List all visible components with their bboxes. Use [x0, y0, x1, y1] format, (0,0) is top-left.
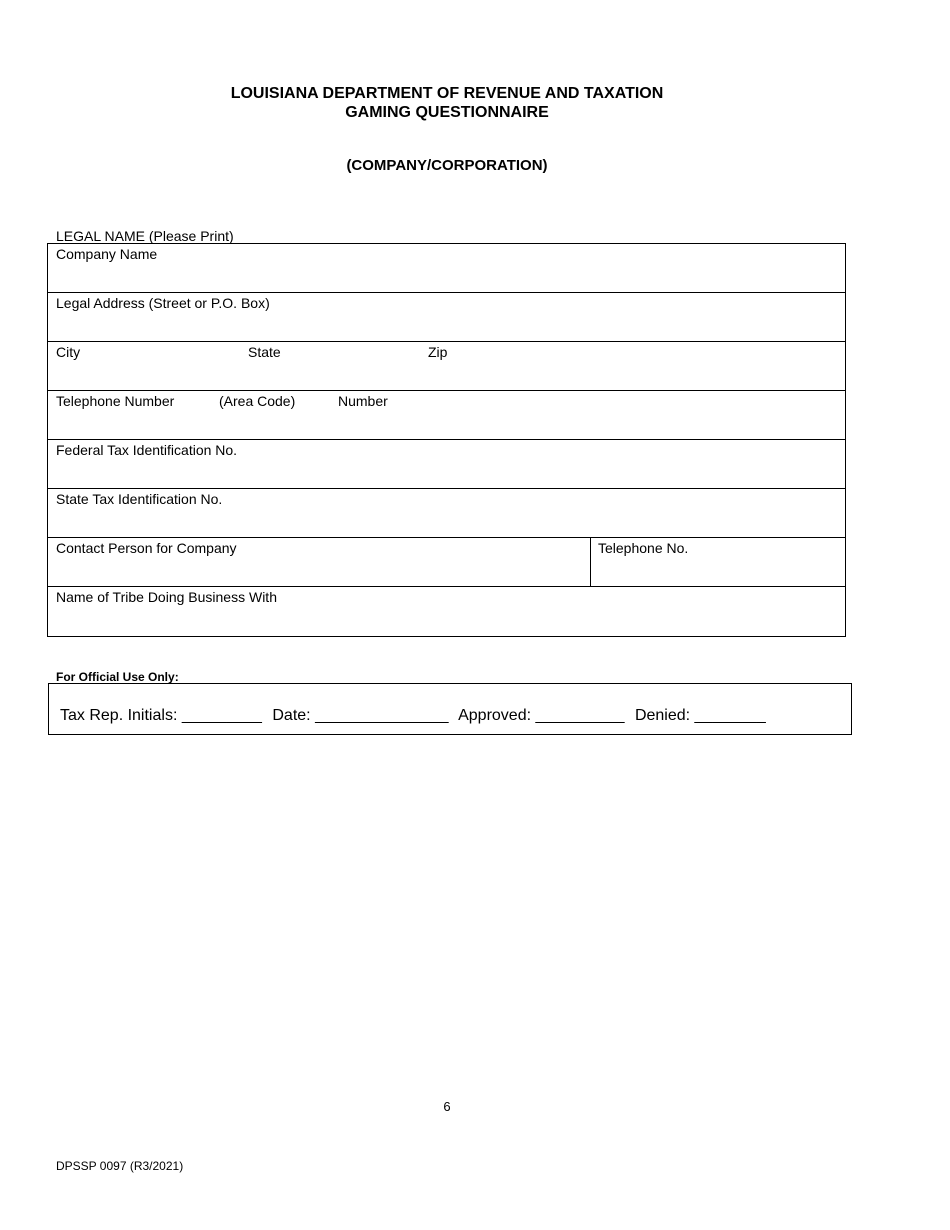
contact-person-row [48, 538, 845, 587]
form-subtitle: (COMPANY/CORPORATION) [346, 157, 548, 174]
form-code: DPSSP 0097 (R3/2021) [56, 1159, 184, 1173]
state-tax-id-field[interactable] [48, 489, 845, 538]
area-code-label: (Area Code) [219, 393, 296, 409]
contact-person-field[interactable] [48, 538, 590, 586]
questionnaire-title: GAMING QUESTIONNAIRE [345, 104, 549, 121]
state-label: State [248, 344, 281, 360]
federal-tax-id-field[interactable] [48, 440, 845, 489]
company-name-label: Company Name [56, 246, 158, 262]
legal-name-section-label: LEGAL NAME (Please Print) [56, 228, 234, 244]
company-name-field[interactable] [48, 244, 845, 293]
official-use-label: For Official Use Only: [56, 670, 179, 684]
official-use-box [48, 683, 852, 735]
contact-telephone-field[interactable] [591, 538, 845, 586]
zip-label: Zip [428, 344, 448, 360]
legal-address-label: Legal Address (Street or P.O. Box) [56, 295, 270, 311]
tribe-name-label: Name of Tribe Doing Business With [56, 589, 277, 605]
approved-field[interactable]: Approved: __________ [458, 707, 625, 724]
legal-address-field[interactable] [48, 293, 845, 342]
federal-tax-id-label: Federal Tax Identification No. [56, 442, 238, 458]
telephone-number-label: Telephone Number [56, 393, 175, 409]
number-label: Number [338, 393, 388, 409]
legal-info-table [47, 243, 846, 637]
denied-field[interactable]: Denied: ________ [634, 707, 766, 724]
tribe-name-field[interactable] [48, 587, 845, 636]
city-label: City [56, 344, 81, 360]
page-number: 6 [443, 1099, 451, 1114]
tax-rep-initials-field[interactable]: Tax Rep. Initials: _________ [60, 707, 262, 724]
date-field[interactable]: Date: _______________ [272, 707, 449, 724]
contact-person-label: Contact Person for Company [56, 540, 237, 556]
contact-telephone-label: Telephone No. [598, 540, 689, 556]
telephone-field[interactable] [48, 391, 845, 440]
official-use-line [60, 707, 772, 725]
state-tax-id-label: State Tax Identification No. [56, 491, 223, 507]
department-title: LOUISIANA DEPARTMENT OF REVENUE AND TAXATION [230, 85, 664, 102]
city-state-zip-field[interactable] [48, 342, 845, 391]
